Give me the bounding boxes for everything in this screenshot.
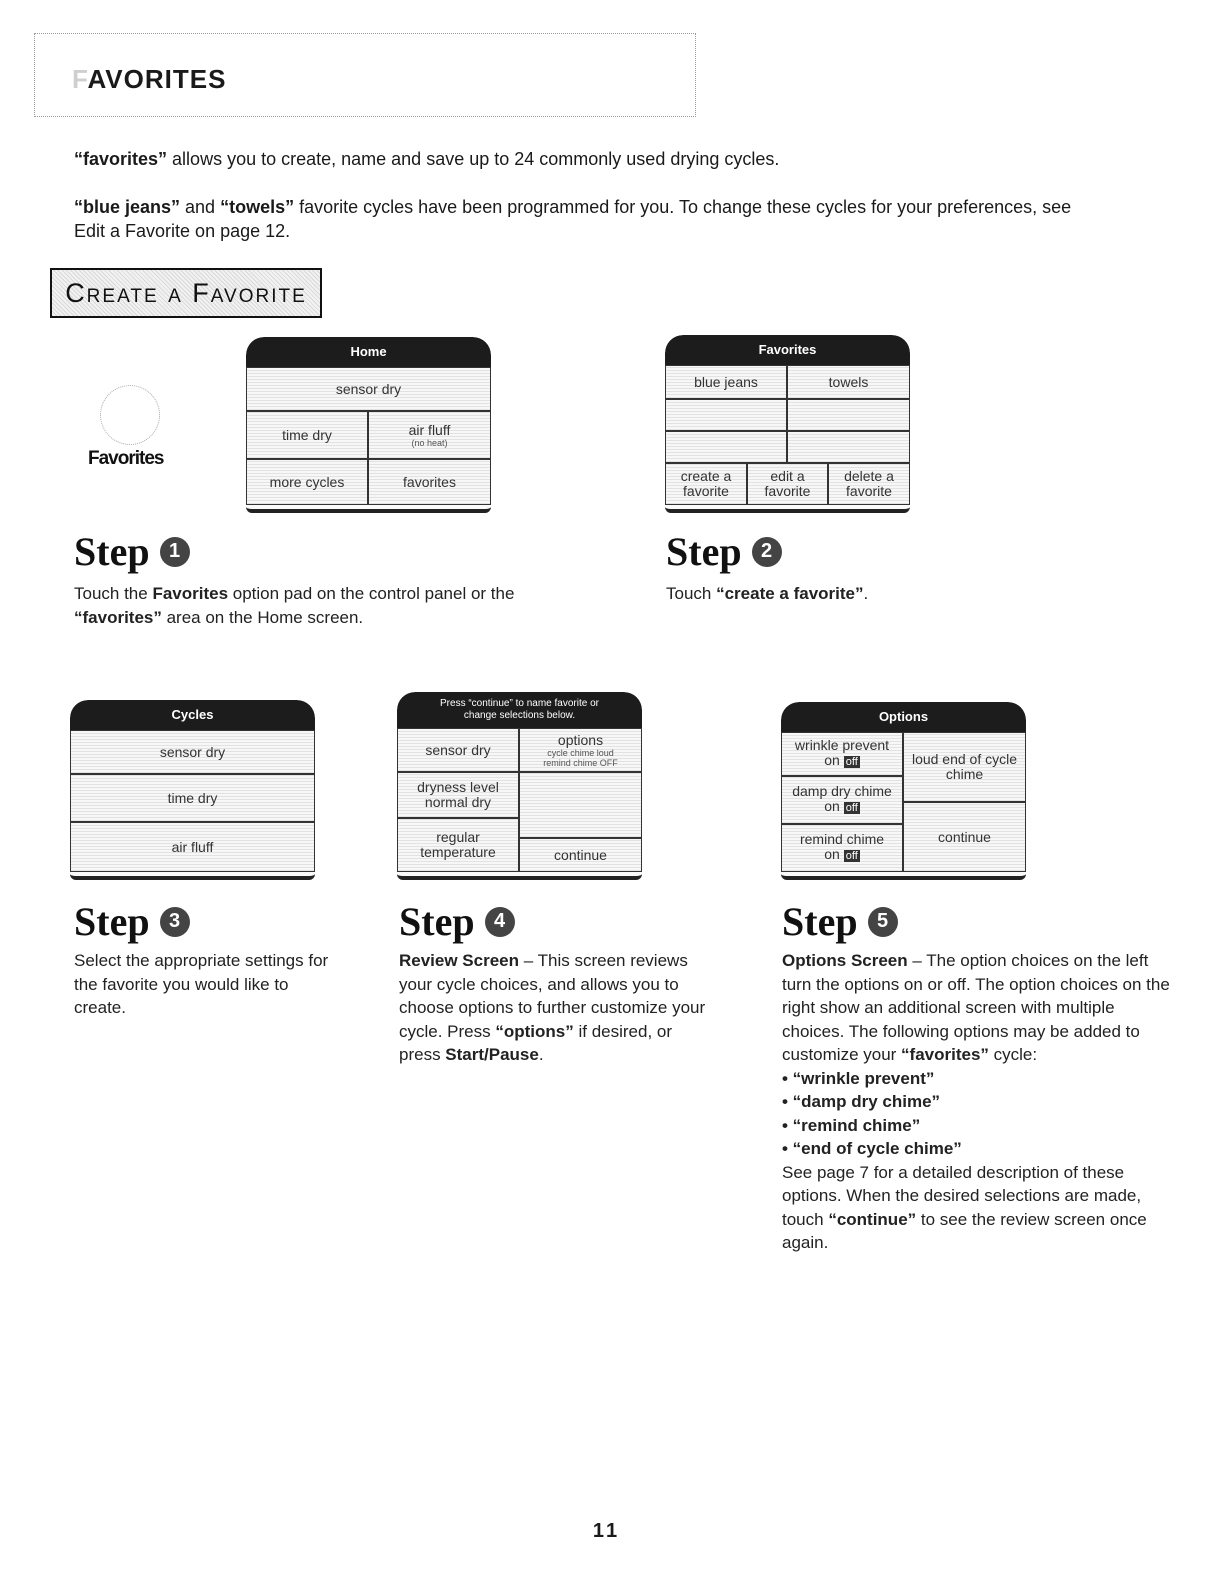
list-item: • “remind chime”	[782, 1115, 921, 1135]
review-dryness-level[interactable]: dryness level normal dry	[397, 772, 519, 818]
cycles-title: Cycles	[70, 700, 315, 730]
step-3-description: Select the appropriate settings for the favorite you would like to create.	[74, 951, 329, 1017]
options-screen	[781, 702, 1026, 880]
fav-edit-button[interactable]: edit a favorite	[747, 463, 828, 505]
cycles-sensor-dry[interactable]: sensor dry	[70, 730, 315, 774]
home-screen	[246, 337, 491, 513]
list-item: • “damp dry chime”	[782, 1092, 941, 1111]
options-list	[782, 1067, 1177, 1161]
remind-toggle: on off	[824, 846, 858, 862]
step-5-heading: Step 5	[782, 898, 898, 945]
options-continue-button[interactable]: continue	[903, 802, 1026, 872]
options-summary: cycle chime loud remind chime OFF	[543, 747, 618, 768]
list-item: • “end of cycle chime”	[782, 1139, 962, 1158]
cycles-air-fluff[interactable]: air fluff	[70, 822, 315, 872]
fav-empty-slot[interactable]	[665, 399, 787, 431]
section-label: Create a Favorite	[50, 268, 322, 318]
home-favorites[interactable]: favorites	[368, 459, 491, 505]
step-4-description: Review Screen – This screen reviews your cycle choices, and allows you to choose options to further customize your cycle. Press “options” if desired, or press Start/Pause.	[399, 951, 706, 1064]
step-2-number: 2	[752, 537, 782, 567]
home-sensor-dry[interactable]: sensor dry	[246, 367, 491, 411]
options-remind-chime[interactable]	[781, 824, 903, 872]
step-2-description: Touch “create a favorite”.	[666, 584, 869, 603]
fav-create-button[interactable]: create a favorite	[665, 463, 747, 505]
step-1-heading: Step 1	[74, 528, 190, 575]
options-loud-end-of-cycle-chime[interactable]: loud end of cycle chime	[903, 732, 1026, 802]
cycles-screen	[70, 700, 315, 880]
page-number: 11	[592, 1520, 621, 1542]
remind-label: remind chime	[799, 831, 885, 847]
home-title: Home	[246, 337, 491, 367]
options-label: options	[557, 731, 604, 748]
home-air-fluff[interactable]	[368, 411, 491, 459]
cycles-time-dry[interactable]: time dry	[70, 774, 315, 822]
home-more-cycles[interactable]: more cycles	[246, 459, 368, 505]
favorites-pad-icon	[100, 385, 160, 445]
step-1-description: Touch the Favorites option pad on the control panel or the “favorites” area on the Home screen.	[74, 584, 515, 627]
step-3-number: 3	[160, 907, 190, 937]
wrinkle-toggle: on off	[824, 752, 858, 768]
step-4-heading: Step 4	[399, 898, 515, 945]
air-fluff-label: air fluff	[408, 421, 451, 438]
no-heat-label: (no heat)	[411, 437, 448, 448]
fav-blue-jeans[interactable]: blue jeans	[665, 365, 787, 399]
review-empty-cell	[519, 772, 642, 838]
step-4-number: 4	[485, 907, 515, 937]
fav-empty-slot[interactable]	[787, 431, 910, 463]
fav-towels[interactable]: towels	[787, 365, 910, 399]
step-2-heading: Step 2	[666, 528, 782, 575]
review-options-button[interactable]	[519, 728, 642, 772]
fav-empty-slot[interactable]	[787, 399, 910, 431]
favorites-title: Favorites	[665, 335, 910, 365]
review-screen	[397, 692, 642, 880]
options-title: Options	[781, 702, 1026, 732]
options-wrinkle-prevent[interactable]	[781, 732, 903, 776]
favorites-screen	[665, 335, 910, 513]
damp-toggle: on off	[824, 798, 858, 814]
review-sensor-dry[interactable]: sensor dry	[397, 728, 519, 772]
fav-delete-button[interactable]: delete a favorite	[828, 463, 910, 505]
intro-paragraph-1: “favorites” allows you to create, name and save up to 24 commonly used drying cycles.	[74, 149, 780, 169]
wrinkle-label: wrinkle prevent	[794, 737, 890, 753]
home-time-dry[interactable]: time dry	[246, 411, 368, 459]
step-1-number: 1	[160, 537, 190, 567]
step-5-number: 5	[868, 907, 898, 937]
review-temperature[interactable]: regular temperature	[397, 818, 519, 872]
review-title: Press “continue” to name favorite or change selections below.	[397, 692, 642, 728]
step-3-heading: Step 3	[74, 898, 190, 945]
damp-label: damp dry chime	[792, 783, 892, 799]
page-title: FAVORITES	[72, 64, 227, 94]
options-damp-dry-chime[interactable]	[781, 776, 903, 824]
review-continue-button[interactable]: continue	[519, 838, 642, 872]
step-5-description: Options Screen – The option choices on the left turn the options on or off. The option choices on the right show an additional screen with multiple choices. The following options may be added to customize your “favorites” cycle: • “wrinkle prevent” • “damp dry chime” • “remind chime” • “end of cycle chime” See page 7 for a detailed description of these options. When the desired selections are made, touch “continue” to see the review screen once again.	[782, 949, 1177, 1255]
fav-empty-slot[interactable]	[665, 431, 787, 463]
intro-paragraph-2: “blue jeans” and “towels” favorite cycles have been programmed for you. To change these cycles for your preferences, see Edit a Favorite on page 12.	[74, 197, 1072, 241]
favorites-pad-label: Favorites	[88, 448, 164, 469]
list-item: • “wrinkle prevent”	[782, 1068, 935, 1088]
